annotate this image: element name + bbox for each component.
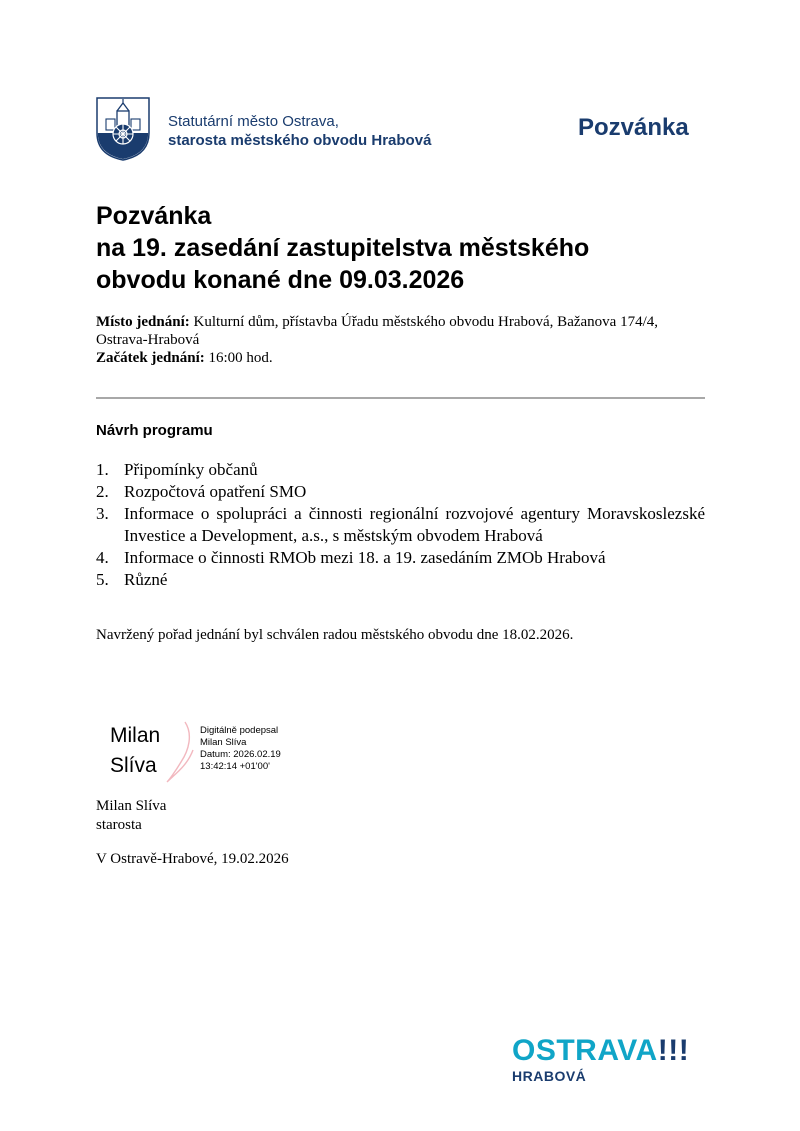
digital-signature-line-2: Milan Slíva: [200, 737, 247, 748]
approval-note: Navržený pořad jednání byl schválen radou městského obvodu dne 18.02.2026.: [96, 627, 574, 643]
signer-role: starosta: [96, 817, 142, 833]
logo-exclamations: !!!: [657, 1034, 690, 1067]
agenda-item-number: 2.: [96, 482, 109, 501]
signer-name: Milan Slíva: [96, 798, 167, 814]
agenda-item: [96, 547, 705, 569]
meeting-start-label: Začátek jednání:: [96, 350, 205, 366]
signer-block: [96, 797, 166, 835]
place-and-date: V Ostravě-Hrabové, 19.02.2026: [96, 851, 289, 867]
digital-signature-line-4: 13:42:14 +01'00': [200, 761, 270, 772]
document-title: [96, 200, 716, 296]
logo-city-wordmark: [512, 1036, 689, 1066]
logo-district-text: HRABOVÁ: [512, 1068, 587, 1084]
city-district-crest-icon: [96, 97, 150, 161]
agenda-item-number: 5.: [96, 570, 109, 589]
agenda-item-text: Různé: [124, 570, 168, 589]
signature-name-line-1: Milan: [110, 724, 161, 747]
agenda-item-text: Informace o činnosti RMOb mezi 18. a 19. zasedáním ZMOb Hrabová: [124, 548, 606, 567]
meeting-start-value: 16:00 hod.: [208, 350, 273, 366]
logo-city-text: OSTRAVA: [512, 1034, 658, 1067]
digital-signature-block: [200, 725, 281, 773]
title-line-3: obvodu konané dne 09.03.2026: [96, 266, 465, 294]
signature-name-line-2: Slíva: [110, 754, 157, 777]
agenda-list: [96, 459, 705, 591]
agenda-item-text: Připomínky občanů: [124, 460, 258, 479]
section-divider: [96, 397, 705, 399]
agenda-item-text: Rozpočtová opatření SMO: [124, 482, 307, 501]
agenda-item-number: 1.: [96, 460, 109, 479]
signature-stroke-icon: [163, 720, 197, 784]
agenda-item: [96, 481, 705, 503]
meeting-details: [96, 313, 706, 367]
agenda-item: [96, 569, 705, 591]
signature-name: [110, 721, 160, 781]
meeting-place-label: Místo jednání:: [96, 314, 190, 330]
digital-signature-line-1: Digitálně podepsal: [200, 725, 279, 736]
organization-name: [168, 112, 431, 150]
title-line-1: Pozvánka: [96, 202, 212, 230]
agenda-item-number: 4.: [96, 548, 109, 567]
organization-line-2: starosta městského obvodu Hrabová: [168, 132, 432, 149]
document-type-label: Pozvánka: [578, 114, 689, 141]
organization-line-1: Statutární město Ostrava,: [168, 113, 339, 130]
agenda-heading: Návrh programu: [96, 422, 213, 439]
ostrava-hrabova-logo: [512, 1036, 689, 1084]
agenda-item-number: 3.: [96, 504, 109, 523]
agenda-item: [96, 459, 705, 481]
meeting-start: [96, 349, 706, 367]
digital-signature-line-3: Datum: 2026.02.19: [200, 749, 281, 760]
title-line-2: na 19. zasedání zastupitelstva městského: [96, 234, 590, 262]
meeting-place-value: Kulturní dům, přístavba Úřadu městského obvodu Hrabová, Bažanova 174/4, Ostrava-Hrabová: [96, 314, 658, 348]
agenda-item-text: Informace o spolupráci a činnosti regionální rozvojové agentury Moravskoslezské Investice a Development, a.s., s městským obvodem Hrabová: [124, 504, 705, 545]
meeting-place: [96, 313, 706, 349]
agenda-item: [96, 503, 705, 547]
